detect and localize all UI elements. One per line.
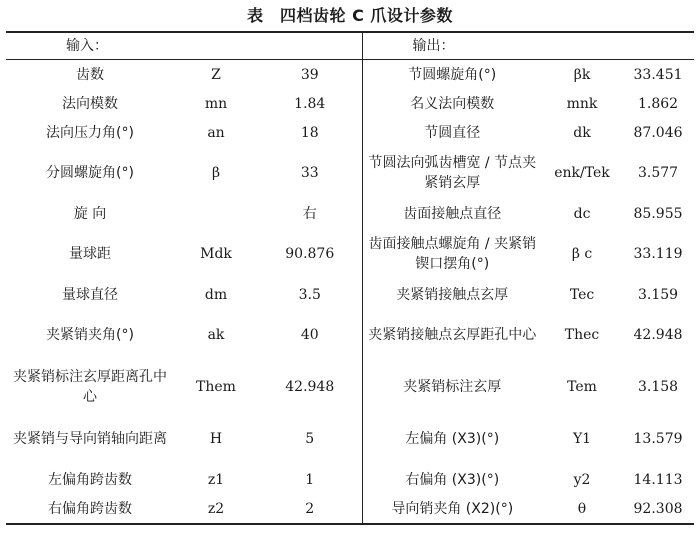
output-symbol: Thec — [564, 327, 600, 343]
table-row — [6, 361, 694, 413]
output-value: 33.451 — [633, 66, 683, 83]
output-name: 夹紧销接触点玄厚 — [362, 280, 542, 309]
table-row — [6, 413, 694, 465]
table-row — [6, 228, 694, 280]
input-symbol: z1 — [207, 471, 225, 488]
table-row — [6, 199, 694, 228]
input-name: 右偏角跨齿数 — [6, 494, 174, 524]
output-value: 1.862 — [637, 95, 679, 112]
input-symbol: ak — [207, 327, 225, 343]
output-value: 3.159 — [637, 286, 679, 303]
output-name: 夹紧销接触点玄厚距孔中心 — [362, 309, 542, 361]
output-symbol: dk — [573, 124, 591, 141]
table-row — [6, 60, 694, 90]
table-row — [6, 89, 694, 118]
output-value: 14.113 — [633, 471, 683, 488]
output-symbol: dc — [573, 205, 591, 222]
output-symbol: Y1 — [572, 431, 592, 447]
output-value: 87.046 — [633, 124, 683, 141]
output-name: 齿面接触点直径 — [362, 199, 542, 228]
parameter-table — [6, 31, 694, 525]
input-value: 1.84 — [294, 95, 326, 112]
table-row — [6, 465, 694, 494]
input-name: 左偏角跨齿数 — [48, 471, 132, 488]
output-value: 13.579 — [633, 431, 683, 447]
input-name: 夹紧销标注玄厚距离孔中心 — [13, 369, 167, 405]
output-symbol: β c — [571, 246, 593, 262]
output-name: 导向销夹角 (X2)(°) — [362, 494, 542, 524]
output-name: 名义法向模数 — [362, 89, 542, 118]
input-name: 齿数 — [76, 66, 104, 83]
output-header: 输出： — [362, 32, 694, 60]
input-value: 5 — [305, 431, 315, 447]
input-value: 1 — [305, 471, 315, 488]
input-value: 39 — [300, 66, 319, 83]
input-header: 输入： — [6, 32, 362, 60]
input-symbol: Mdk — [200, 246, 232, 262]
output-name: 节圆法向弧齿槽宽 / 节点夹紧销玄厚 — [362, 147, 542, 199]
output-name: 右偏角 (X3)(°) — [362, 465, 542, 494]
input-name: 量球直径 — [62, 286, 118, 303]
output-symbol: Tem — [567, 379, 597, 395]
table-row — [6, 309, 694, 361]
output-symbol: βk — [573, 66, 591, 83]
input-value: 3.5 — [298, 286, 321, 303]
output-value: 3.577 — [637, 165, 679, 181]
output-name: 齿面接触点螺旋角 / 夹紧销锲口摆角(°) — [362, 228, 542, 280]
output-name: 节圆螺旋角(°) — [362, 60, 542, 90]
input-name: 法向模数 — [62, 95, 118, 112]
table-row — [6, 280, 694, 309]
output-symbol: θ — [542, 494, 622, 524]
output-value: 85.955 — [633, 205, 683, 222]
input-name: 量球距 — [69, 246, 111, 262]
input-symbol: an — [207, 124, 225, 141]
table-row — [6, 147, 694, 199]
input-value: 右 — [302, 205, 317, 222]
input-name: 旋 向 — [73, 205, 107, 222]
output-symbol: enk/Tek — [554, 165, 610, 181]
input-value: 90.876 — [285, 246, 335, 262]
output-symbol: Tec — [569, 286, 595, 303]
input-symbol: β — [211, 165, 221, 181]
input-symbol: mn — [204, 95, 228, 112]
input-symbol: H — [209, 431, 223, 447]
output-name: 节圆直径 — [362, 118, 542, 147]
output-name: 夹紧销标注玄厚 — [362, 361, 542, 413]
input-value: 33 — [300, 165, 319, 181]
input-name: 夹紧销与导向销轴向距离 — [13, 431, 167, 447]
input-value: 40 — [300, 327, 319, 343]
output-value: 92.308 — [622, 494, 694, 524]
input-value: 2 — [258, 494, 362, 524]
input-symbol: Z — [211, 66, 221, 83]
table-row — [6, 494, 694, 524]
output-name: 左偏角 (X3)(°) — [362, 413, 542, 465]
input-symbol — [174, 199, 258, 228]
table-row — [6, 118, 694, 147]
input-value: 18 — [300, 124, 319, 141]
input-name: 法向压力角(°) — [46, 124, 134, 141]
input-symbol: dm — [204, 286, 228, 303]
table-header-row — [6, 32, 694, 60]
output-value: 3.158 — [637, 379, 679, 395]
output-symbol: mnk — [566, 95, 598, 112]
input-name: 分圆螺旋角(°) — [46, 165, 134, 181]
output-symbol: y2 — [573, 471, 591, 488]
output-value: 42.948 — [633, 327, 683, 343]
input-symbol: z2 — [174, 494, 258, 524]
input-value: 42.948 — [285, 379, 335, 395]
table-title: 表 四档齿轮 C 爪设计参数 — [247, 6, 453, 25]
output-value: 33.119 — [633, 246, 683, 262]
input-symbol: Them — [196, 379, 236, 395]
input-name: 夹紧销夹角(°) — [46, 327, 134, 343]
